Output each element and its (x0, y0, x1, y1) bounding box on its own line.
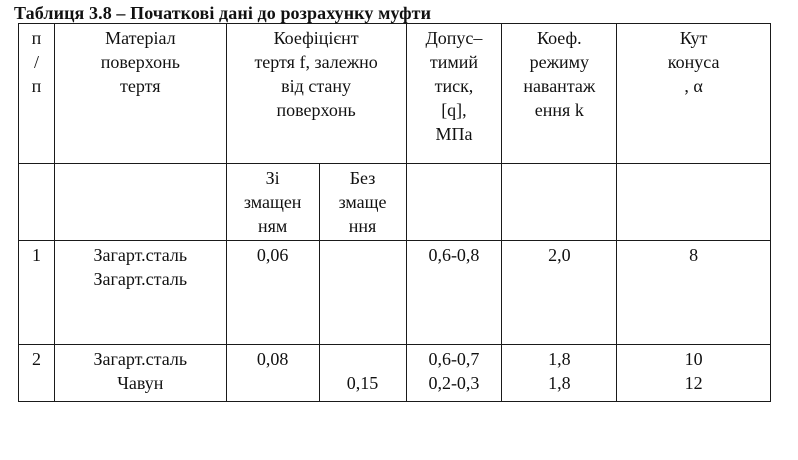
subheader-row (19, 164, 771, 241)
row-cone-angle: 8 (617, 241, 771, 345)
header-friction-coef: Коефіцієнт тертя f, залежно від стану поверхонь (226, 24, 406, 164)
header-cone-angle: Кут конуса , α (617, 24, 771, 164)
row-lubricated: 0,08 (226, 345, 319, 402)
row-dry (319, 241, 406, 345)
row-cone-angle: 10 12 (617, 345, 771, 402)
table-row (19, 241, 771, 345)
row-material: Загарт.сталь Загарт.сталь (54, 241, 226, 345)
row-pressure: 0,6-0,8 (406, 241, 502, 345)
header-dry: Без змаще ння (319, 164, 406, 241)
header-num: п / п (19, 24, 55, 164)
row-dry: 0,15 (319, 345, 406, 402)
row-load-mode: 1,8 1,8 (502, 345, 617, 402)
row-material: Загарт.сталь Чавун (54, 345, 226, 402)
table-row (19, 345, 771, 402)
header-load-mode: Коеф. режиму навантаж ення k (502, 24, 617, 164)
header-lubricated: Зі змащен ням (226, 164, 319, 241)
row-pressure: 0,6-0,7 0,2-0,3 (406, 345, 502, 402)
row-num: 2 (19, 345, 55, 402)
table-caption: Таблиця 3.8 – Початкові дані до розрахунку муфти (14, 3, 432, 23)
initial-data-table (18, 23, 771, 402)
row-num: 1 (19, 241, 55, 345)
row-lubricated: 0,06 (226, 241, 319, 345)
row-load-mode: 2,0 (502, 241, 617, 345)
header-row (19, 24, 771, 164)
header-pressure: Допус– тимий тиск, [q], МПа (406, 24, 502, 164)
header-material: Матеріал поверхонь тертя (54, 24, 226, 164)
